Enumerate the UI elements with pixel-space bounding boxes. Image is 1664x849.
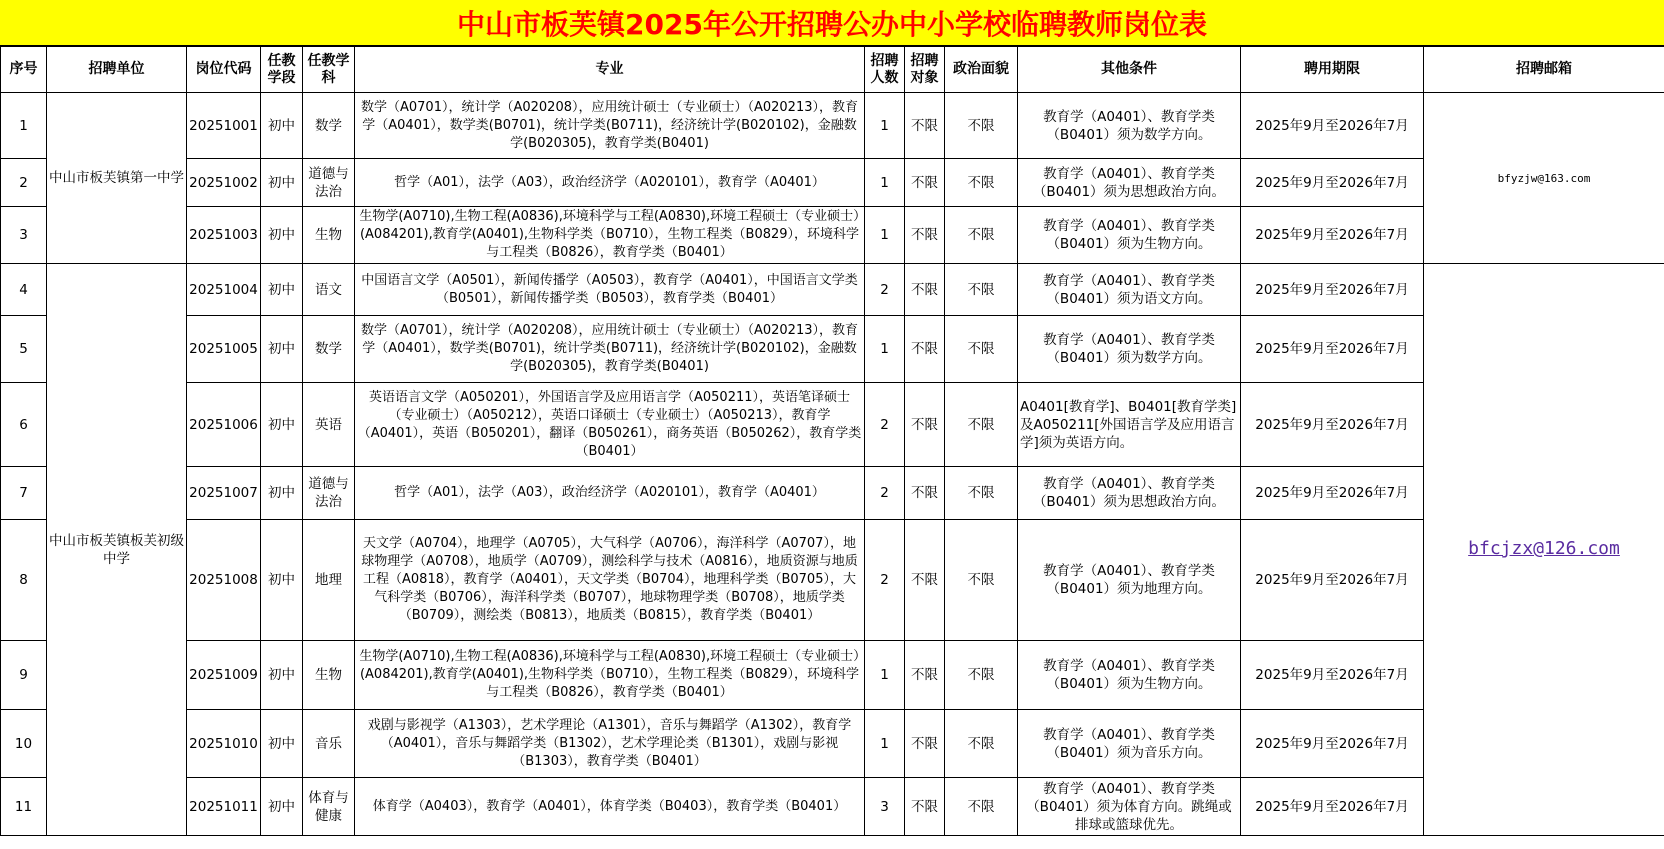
- cell-other: 教育学（A0401）、教育学类（B0401）须为语文方向。: [1018, 264, 1241, 316]
- cell-target: 不限: [905, 383, 945, 467]
- cell-period: 2025年9月至2026年7月: [1241, 316, 1424, 383]
- cell-subject: 英语: [303, 383, 355, 467]
- cell-political: 不限: [945, 778, 1018, 836]
- cell-seq: 10: [1, 710, 47, 778]
- cell-political: 不限: [945, 159, 1018, 207]
- header-other: 其他条件: [1018, 47, 1241, 93]
- cell-period: 2025年9月至2026年7月: [1241, 641, 1424, 710]
- cell-subject: 音乐: [303, 710, 355, 778]
- cell-code: 20251004: [187, 264, 261, 316]
- table-row: [1, 710, 1664, 778]
- cell-subject: 数学: [303, 316, 355, 383]
- cell-code: 20251011: [187, 778, 261, 836]
- cell-major: 生物学(A0710),生物工程(A0836),环境科学与工程(A0830),环境工程硕士（专业硕士）(A084201),教育学(A0401),生物科学类（B0710），生物工程类（B0829），环境科学与工程类（B0826），教育学类（B0401）: [355, 207, 865, 264]
- cell-seq: 4: [1, 264, 47, 316]
- header-unit: 招聘单位: [47, 47, 187, 93]
- cell-code: 20251001: [187, 93, 261, 159]
- cell-major: 体育学（A0403），教育学（A0401），体育学类（B0403），教育学类（B0401）: [355, 778, 865, 836]
- header-target: 招聘对象: [905, 47, 945, 93]
- cell-seq: 2: [1, 159, 47, 207]
- cell-stage: 初中: [261, 520, 303, 641]
- cell-stage: 初中: [261, 159, 303, 207]
- cell-email-1: [1424, 93, 1664, 264]
- cell-target: 不限: [905, 710, 945, 778]
- cell-code: 20251005: [187, 316, 261, 383]
- positions-table: [0, 46, 1664, 836]
- cell-period: 2025年9月至2026年7月: [1241, 710, 1424, 778]
- header-period: 聘用期限: [1241, 47, 1424, 93]
- cell-subject: 体育与健康: [303, 778, 355, 836]
- cell-subject: 语文: [303, 264, 355, 316]
- cell-code: 20251003: [187, 207, 261, 264]
- cell-political: 不限: [945, 520, 1018, 641]
- cell-count: 1: [865, 710, 905, 778]
- header-subject: 任教学科: [303, 47, 355, 93]
- header-count: 招聘人数: [865, 47, 905, 93]
- table-row: [1, 778, 1664, 836]
- cell-period: 2025年9月至2026年7月: [1241, 207, 1424, 264]
- cell-seq: 6: [1, 383, 47, 467]
- cell-count: 2: [865, 467, 905, 520]
- cell-major: 中国语言文学（A0501），新闻传播学（A0503），教育学（A0401），中国语言文学类（B0501），新闻传播学类（B0503），教育学类（B0401）: [355, 264, 865, 316]
- cell-seq: 7: [1, 467, 47, 520]
- cell-subject: 数学: [303, 93, 355, 159]
- cell-period: 2025年9月至2026年7月: [1241, 520, 1424, 641]
- table-row: [1, 316, 1664, 383]
- cell-other: A0401[教育学]、B0401[教育学类]及A050211[外国语言学及应用语言学]须为英语方向。: [1018, 383, 1241, 467]
- table-row: [1, 207, 1664, 264]
- cell-count: 1: [865, 316, 905, 383]
- cell-major: 戏剧与影视学（A1303），艺术学理论（A1301），音乐与舞蹈学（A1302），教育学（A0401），音乐与舞蹈学类（B1302），艺术学理论类（B1301），戏剧与影视（B1303），教育学类（B0401）: [355, 710, 865, 778]
- table-row: [1, 93, 1664, 159]
- cell-stage: 初中: [261, 778, 303, 836]
- cell-political: 不限: [945, 93, 1018, 159]
- cell-target: 不限: [905, 264, 945, 316]
- cell-stage: 初中: [261, 467, 303, 520]
- cell-target: 不限: [905, 316, 945, 383]
- cell-count: 3: [865, 778, 905, 836]
- cell-period: 2025年9月至2026年7月: [1241, 159, 1424, 207]
- page-title: 中山市板芙镇2025年公开招聘公办中小学校临聘教师岗位表: [0, 0, 1664, 46]
- header-major: 专业: [355, 47, 865, 93]
- cell-other: 教育学（A0401）、教育学类（B0401）须为数学方向。: [1018, 316, 1241, 383]
- cell-period: 2025年9月至2026年7月: [1241, 383, 1424, 467]
- cell-code: 20251007: [187, 467, 261, 520]
- cell-subject: 生物: [303, 641, 355, 710]
- cell-subject: 生物: [303, 207, 355, 264]
- cell-other: 教育学（A0401）、教育学类（B0401）须为思想政治方向。: [1018, 467, 1241, 520]
- cell-major: 哲学（A01），法学（A03），政治经济学（A020101），教育学（A0401）: [355, 159, 865, 207]
- header-code: 岗位代码: [187, 47, 261, 93]
- cell-political: 不限: [945, 207, 1018, 264]
- cell-other: 教育学（A0401）、教育学类（B0401）须为地理方向。: [1018, 520, 1241, 641]
- cell-subject: 道德与法治: [303, 159, 355, 207]
- table-row: [1, 383, 1664, 467]
- cell-seq: 3: [1, 207, 47, 264]
- cell-seq: 8: [1, 520, 47, 641]
- cell-target: 不限: [905, 641, 945, 710]
- cell-count: 1: [865, 159, 905, 207]
- cell-subject: 道德与法治: [303, 467, 355, 520]
- cell-political: 不限: [945, 641, 1018, 710]
- cell-stage: 初中: [261, 316, 303, 383]
- cell-period: 2025年9月至2026年7月: [1241, 467, 1424, 520]
- cell-major: 天文学（A0704），地理学（A0705），大气科学（A0706），海洋科学（A0707），地球物理学（A0708），地质学（A0709），测绘科学与技术（A0816），地质资源与地质工程（A0818），教育学（A0401），天文学类（B0704），地理科学类（B0705），大气科学类（B0706），海洋科学类（B0707），地球物理学类（B0708），地质学类（B0709），测绘类（B0813），地质类（B0815），教育学类（B0401）: [355, 520, 865, 641]
- header-stage: 任教学段: [261, 47, 303, 93]
- cell-period: 2025年9月至2026年7月: [1241, 264, 1424, 316]
- cell-target: 不限: [905, 207, 945, 264]
- cell-major: 哲学（A01），法学（A03），政治经济学（A020101），教育学（A0401）: [355, 467, 865, 520]
- cell-other: 教育学（A0401）、教育学类（B0401）须为思想政治方向。: [1018, 159, 1241, 207]
- cell-target: 不限: [905, 467, 945, 520]
- cell-political: 不限: [945, 710, 1018, 778]
- cell-seq: 11: [1, 778, 47, 836]
- cell-target: 不限: [905, 159, 945, 207]
- cell-code: 20251010: [187, 710, 261, 778]
- cell-subject: 地理: [303, 520, 355, 641]
- cell-other: 教育学（A0401）、教育学类（B0401）须为体育方向。跳绳或排球或篮球优先。: [1018, 778, 1241, 836]
- cell-seq: 1: [1, 93, 47, 159]
- table-row: [1, 520, 1664, 641]
- email-text-1: bfyzjw@163.com: [1497, 171, 1591, 185]
- table-row: [1, 159, 1664, 207]
- cell-count: 1: [865, 93, 905, 159]
- table-row: [1, 641, 1664, 710]
- cell-major: 英语语言文学（A050201），外国语言学及应用语言学（A050211），英语笔译硕士（专业硕士）（A050212），英语口译硕士（专业硕士）（A050213），教育学（A0401），英语（B050201），翻译（B050261），商务英语（B050262），教育学类（B0401）: [355, 383, 865, 467]
- cell-other: 教育学（A0401）、教育学类（B0401）须为生物方向。: [1018, 641, 1241, 710]
- cell-period: 2025年9月至2026年7月: [1241, 93, 1424, 159]
- cell-other: 教育学（A0401）、教育学类（B0401）须为音乐方向。: [1018, 710, 1241, 778]
- cell-major: 数学（A0701），统计学（A020208），应用统计硕士（专业硕士）（A020213），教育学（A0401），数学类(B0701)，统计学类(B0711)，经济统计学(B020102)，金融数学(B020305)，教育学类(B0401): [355, 93, 865, 159]
- cell-code: 20251006: [187, 383, 261, 467]
- cell-count: 1: [865, 641, 905, 710]
- table-row: [1, 467, 1664, 520]
- cell-other: 教育学（A0401）、教育学类（B0401）须为数学方向。: [1018, 93, 1241, 159]
- cell-period: 2025年9月至2026年7月: [1241, 778, 1424, 836]
- cell-target: 不限: [905, 93, 945, 159]
- cell-seq: 5: [1, 316, 47, 383]
- cell-count: 2: [865, 264, 905, 316]
- cell-stage: 初中: [261, 710, 303, 778]
- cell-count: 2: [865, 520, 905, 641]
- cell-seq: 9: [1, 641, 47, 710]
- cell-target: 不限: [905, 520, 945, 641]
- header-seq: 序号: [1, 47, 47, 93]
- cell-stage: 初中: [261, 383, 303, 467]
- cell-code: 20251002: [187, 159, 261, 207]
- cell-political: 不限: [945, 467, 1018, 520]
- cell-political: 不限: [945, 264, 1018, 316]
- cell-stage: 初中: [261, 93, 303, 159]
- cell-target: 不限: [905, 778, 945, 836]
- cell-email-2: [1424, 264, 1664, 836]
- cell-political: 不限: [945, 383, 1018, 467]
- cell-major: 生物学(A0710),生物工程(A0836),环境科学与工程(A0830),环境工程硕士（专业硕士）(A084201),教育学(A0401),生物科学类（B0710），生物工程类（B0829），环境科学与工程类（B0826），教育学类（B0401）: [355, 641, 865, 710]
- header-email: 招聘邮箱: [1424, 47, 1664, 93]
- header-political: 政治面貌: [945, 47, 1018, 93]
- cell-major: 数学（A0701），统计学（A020208），应用统计硕士（专业硕士）（A020213），教育学（A0401），数学类(B0701)，统计学类(B0711)，经济统计学(B020102)，金融数学(B020305)，教育学类(B0401): [355, 316, 865, 383]
- cell-stage: 初中: [261, 264, 303, 316]
- cell-count: 2: [865, 383, 905, 467]
- cell-code: 20251009: [187, 641, 261, 710]
- table-row: [1, 264, 1664, 316]
- email-link-2[interactable]: bfcjzx@126.com: [1468, 538, 1620, 559]
- cell-stage: 初中: [261, 641, 303, 710]
- header-row: [1, 47, 1664, 93]
- cell-unit-1: 中山市板芙镇第一中学: [47, 93, 187, 264]
- cell-political: 不限: [945, 316, 1018, 383]
- cell-stage: 初中: [261, 207, 303, 264]
- cell-other: 教育学（A0401）、教育学类（B0401）须为生物方向。: [1018, 207, 1241, 264]
- cell-count: 1: [865, 207, 905, 264]
- cell-code: 20251008: [187, 520, 261, 641]
- cell-unit-2: 中山市板芙镇板芙初级中学: [47, 264, 187, 836]
